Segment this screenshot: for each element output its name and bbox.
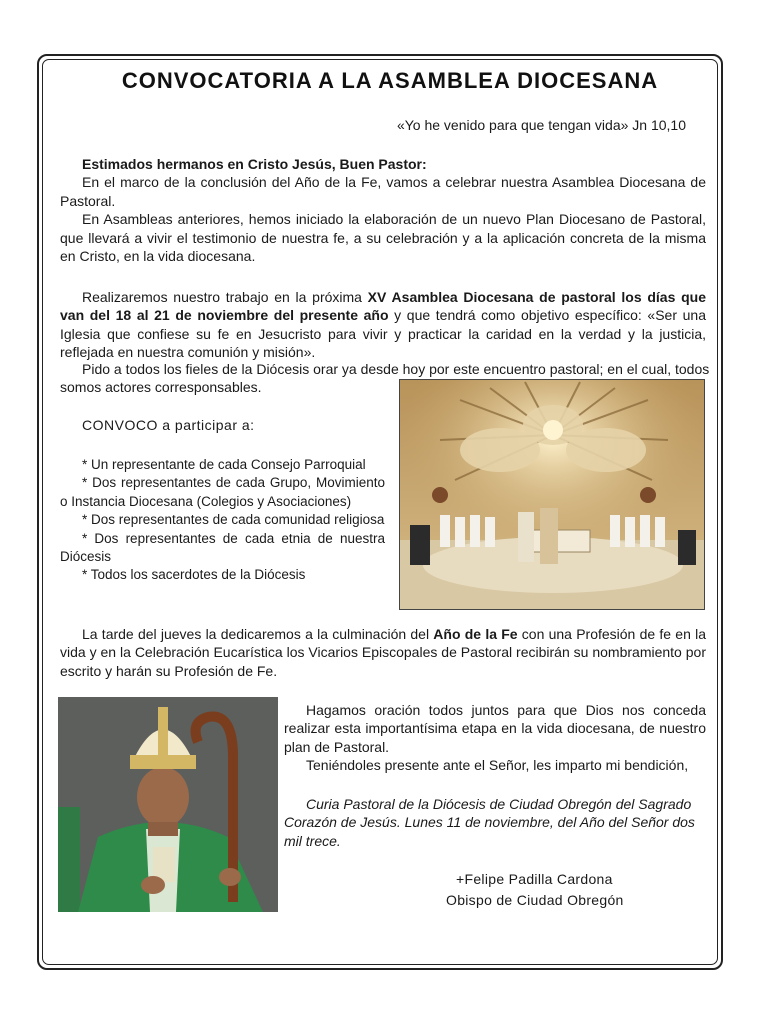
prayer-request-paragraph: Pido a todos los fieles de la Diócesis orar ya desde hoy por este encuentro pastoral; en el cual, todos xyxy=(82,361,710,377)
list-item: * Dos representantes de cada etnia de nuestra Diócesis xyxy=(60,530,385,565)
signature-block xyxy=(446,869,666,911)
list-item: * Dos representantes de cada Grupo, Movimiento o Instancia Diocesana (Colegios y Asociaciones) xyxy=(60,475,385,509)
document-title: CONVOCATORIA A LA ASAMBLEA DIOCESANA xyxy=(121,68,659,93)
assembly-paragraph: Realizaremos nuestro trabajo en la próxima XV Asamblea Diocesana de pastoral los días que van del 18 al 21 de noviembre del presente año y que tendrá como objetivo específico: «Ser una Iglesia que confiese su fe en Jesucristo para vivir y practicar la caridad en la verdad y la justicia, reflejada en nuestra comunión y misión». xyxy=(60,289,707,361)
salutation: Estimados hermanos en Cristo Jesús, Buen Pastor: xyxy=(82,156,427,172)
epigraph: «Yo he venido para que tengan vida» Jn 10,10 xyxy=(396,117,686,133)
list-item: * Todos los sacerdotes de la Diócesis xyxy=(82,567,306,583)
blessing-line: Teniéndoles presente ante el Señor, les imparto mi bendición, xyxy=(306,757,689,774)
prayer-request-paragraph-end: somos actores corresponsables. xyxy=(60,379,262,395)
bishop-portrait-photo xyxy=(58,697,278,912)
convoco-heading: CONVOCO a participar a: xyxy=(82,417,255,433)
paragraph-1: En el marco de la conclusión del Año de la Fe, vamos a celebrar nuestra Asamblea Diocesana de Pastoral. xyxy=(60,174,706,209)
signature-name: +Felipe Padilla Cardona xyxy=(456,871,613,887)
intro-block xyxy=(60,155,706,265)
prayer-paragraph: Hagamos oración todos juntos para que Dios nos conceda realizar esta importantísima etapa en la vida diocesana, de nuestro plan de Pastoral. xyxy=(284,702,706,755)
list-item: * Dos representantes de cada comunidad religiosa xyxy=(82,512,385,528)
altar-celebration-photo xyxy=(399,379,705,610)
list-item: * Un representante de cada Consejo Parroquial xyxy=(82,457,366,472)
paragraph-2: En Asambleas anteriores, hemos iniciado la elaboración de un nuevo Plan Diocesano de Pastoral, que llevará a vivir el testimonio de nuestra fe, a su celebración y a la aplicación concreta de la misma en Cristo, en la vida diocesana. xyxy=(60,211,706,265)
signature-title: Obispo de Ciudad Obregón xyxy=(446,892,624,908)
closing-block xyxy=(284,701,706,775)
place-and-date: Curia Pastoral de la Diócesis de Ciudad Obregón del Sagrado Corazón de Jesús. Lunes 11 de noviembre, del Año del Señor dos mil trece. xyxy=(284,796,695,849)
closing-of-year-paragraph: La tarde del jueves la dedicaremos a la culminación del Año de la Fe con una Profesión de fe en la vida y en la Celebración Eucarística los Vicarios Episcopales de Pastoral recibirán su nombramiento por escrito y harán su Profesión de Fe. xyxy=(60,626,706,679)
participant-list xyxy=(60,456,385,585)
